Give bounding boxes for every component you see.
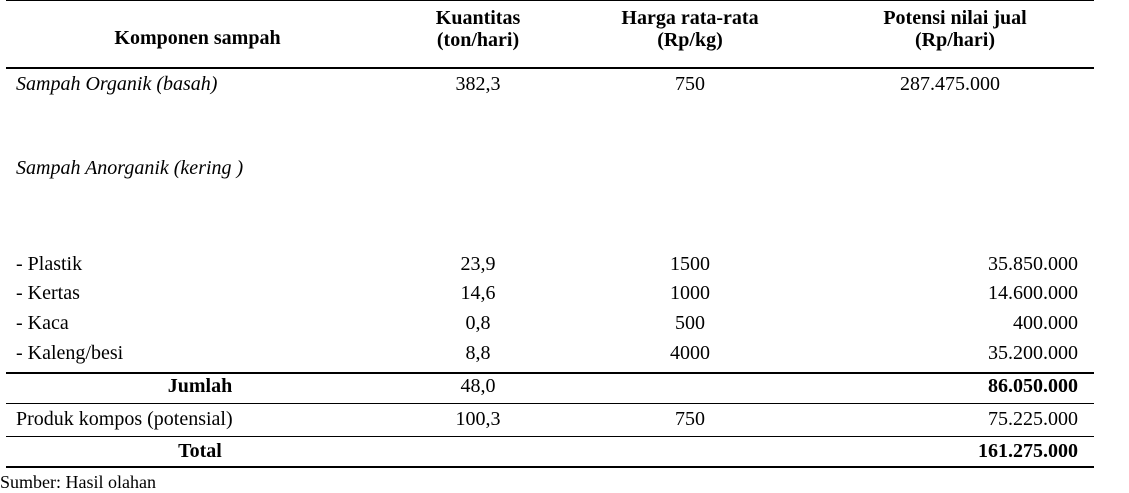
item-price: 500 <box>675 312 705 334</box>
item-qty: 8,8 <box>465 342 491 364</box>
table-bottom-rule <box>6 466 1094 468</box>
kompos-top-rule <box>6 403 1094 404</box>
item-value: 400.000 <box>1013 312 1078 334</box>
jumlah-label: Jumlah <box>167 375 233 397</box>
jumlah-top-rule <box>6 372 1094 374</box>
jumlah-qty: 48,0 <box>460 375 496 397</box>
item-value: 35.200.000 <box>988 342 1078 364</box>
item-qty: 0,8 <box>465 312 491 334</box>
total-value: 161.275.000 <box>978 440 1078 462</box>
item-label: - Kaca <box>16 312 69 334</box>
header-bottom-rule <box>6 67 1094 69</box>
item-label: - Plastik <box>16 253 83 275</box>
anorganik-label: Sampah Anorganik (kering ) <box>16 157 244 179</box>
item-price: 1000 <box>670 282 710 304</box>
kompos-qty: 100,3 <box>455 408 501 430</box>
top-rule <box>6 0 1094 1</box>
jumlah-value: 86.050.000 <box>988 375 1078 397</box>
header-kuantitas: Kuantitas (ton/hari) <box>435 7 521 51</box>
header-komponen: Komponen sampah <box>114 27 281 49</box>
kompos-label: Produk kompos (potensial) <box>16 408 233 430</box>
item-price: 1500 <box>670 253 710 275</box>
kompos-price: 750 <box>675 408 705 430</box>
header-potensi: Potensi nilai jual (Rp/hari) <box>883 7 1027 51</box>
total-label: Total <box>178 440 222 462</box>
source-note: Sumber: Hasil olahan <box>0 472 156 492</box>
organik-value: 287.475.000 <box>900 73 1000 95</box>
item-qty: 14,6 <box>460 282 496 304</box>
item-value: 14.600.000 <box>988 282 1078 304</box>
organik-price: 750 <box>675 73 705 95</box>
organik-label: Sampah Organik (basah) <box>16 73 218 95</box>
item-value: 35.850.000 <box>988 253 1078 275</box>
header-harga: Harga rata-rata (Rp/kg) <box>621 7 759 51</box>
organik-qty: 382,3 <box>455 73 501 95</box>
item-qty: 23,9 <box>460 253 496 275</box>
item-label: - Kertas <box>16 282 80 304</box>
item-label: - Kaleng/besi <box>16 342 124 364</box>
item-price: 4000 <box>670 342 710 364</box>
kompos-value: 75.225.000 <box>988 408 1078 430</box>
total-top-rule <box>6 436 1094 437</box>
